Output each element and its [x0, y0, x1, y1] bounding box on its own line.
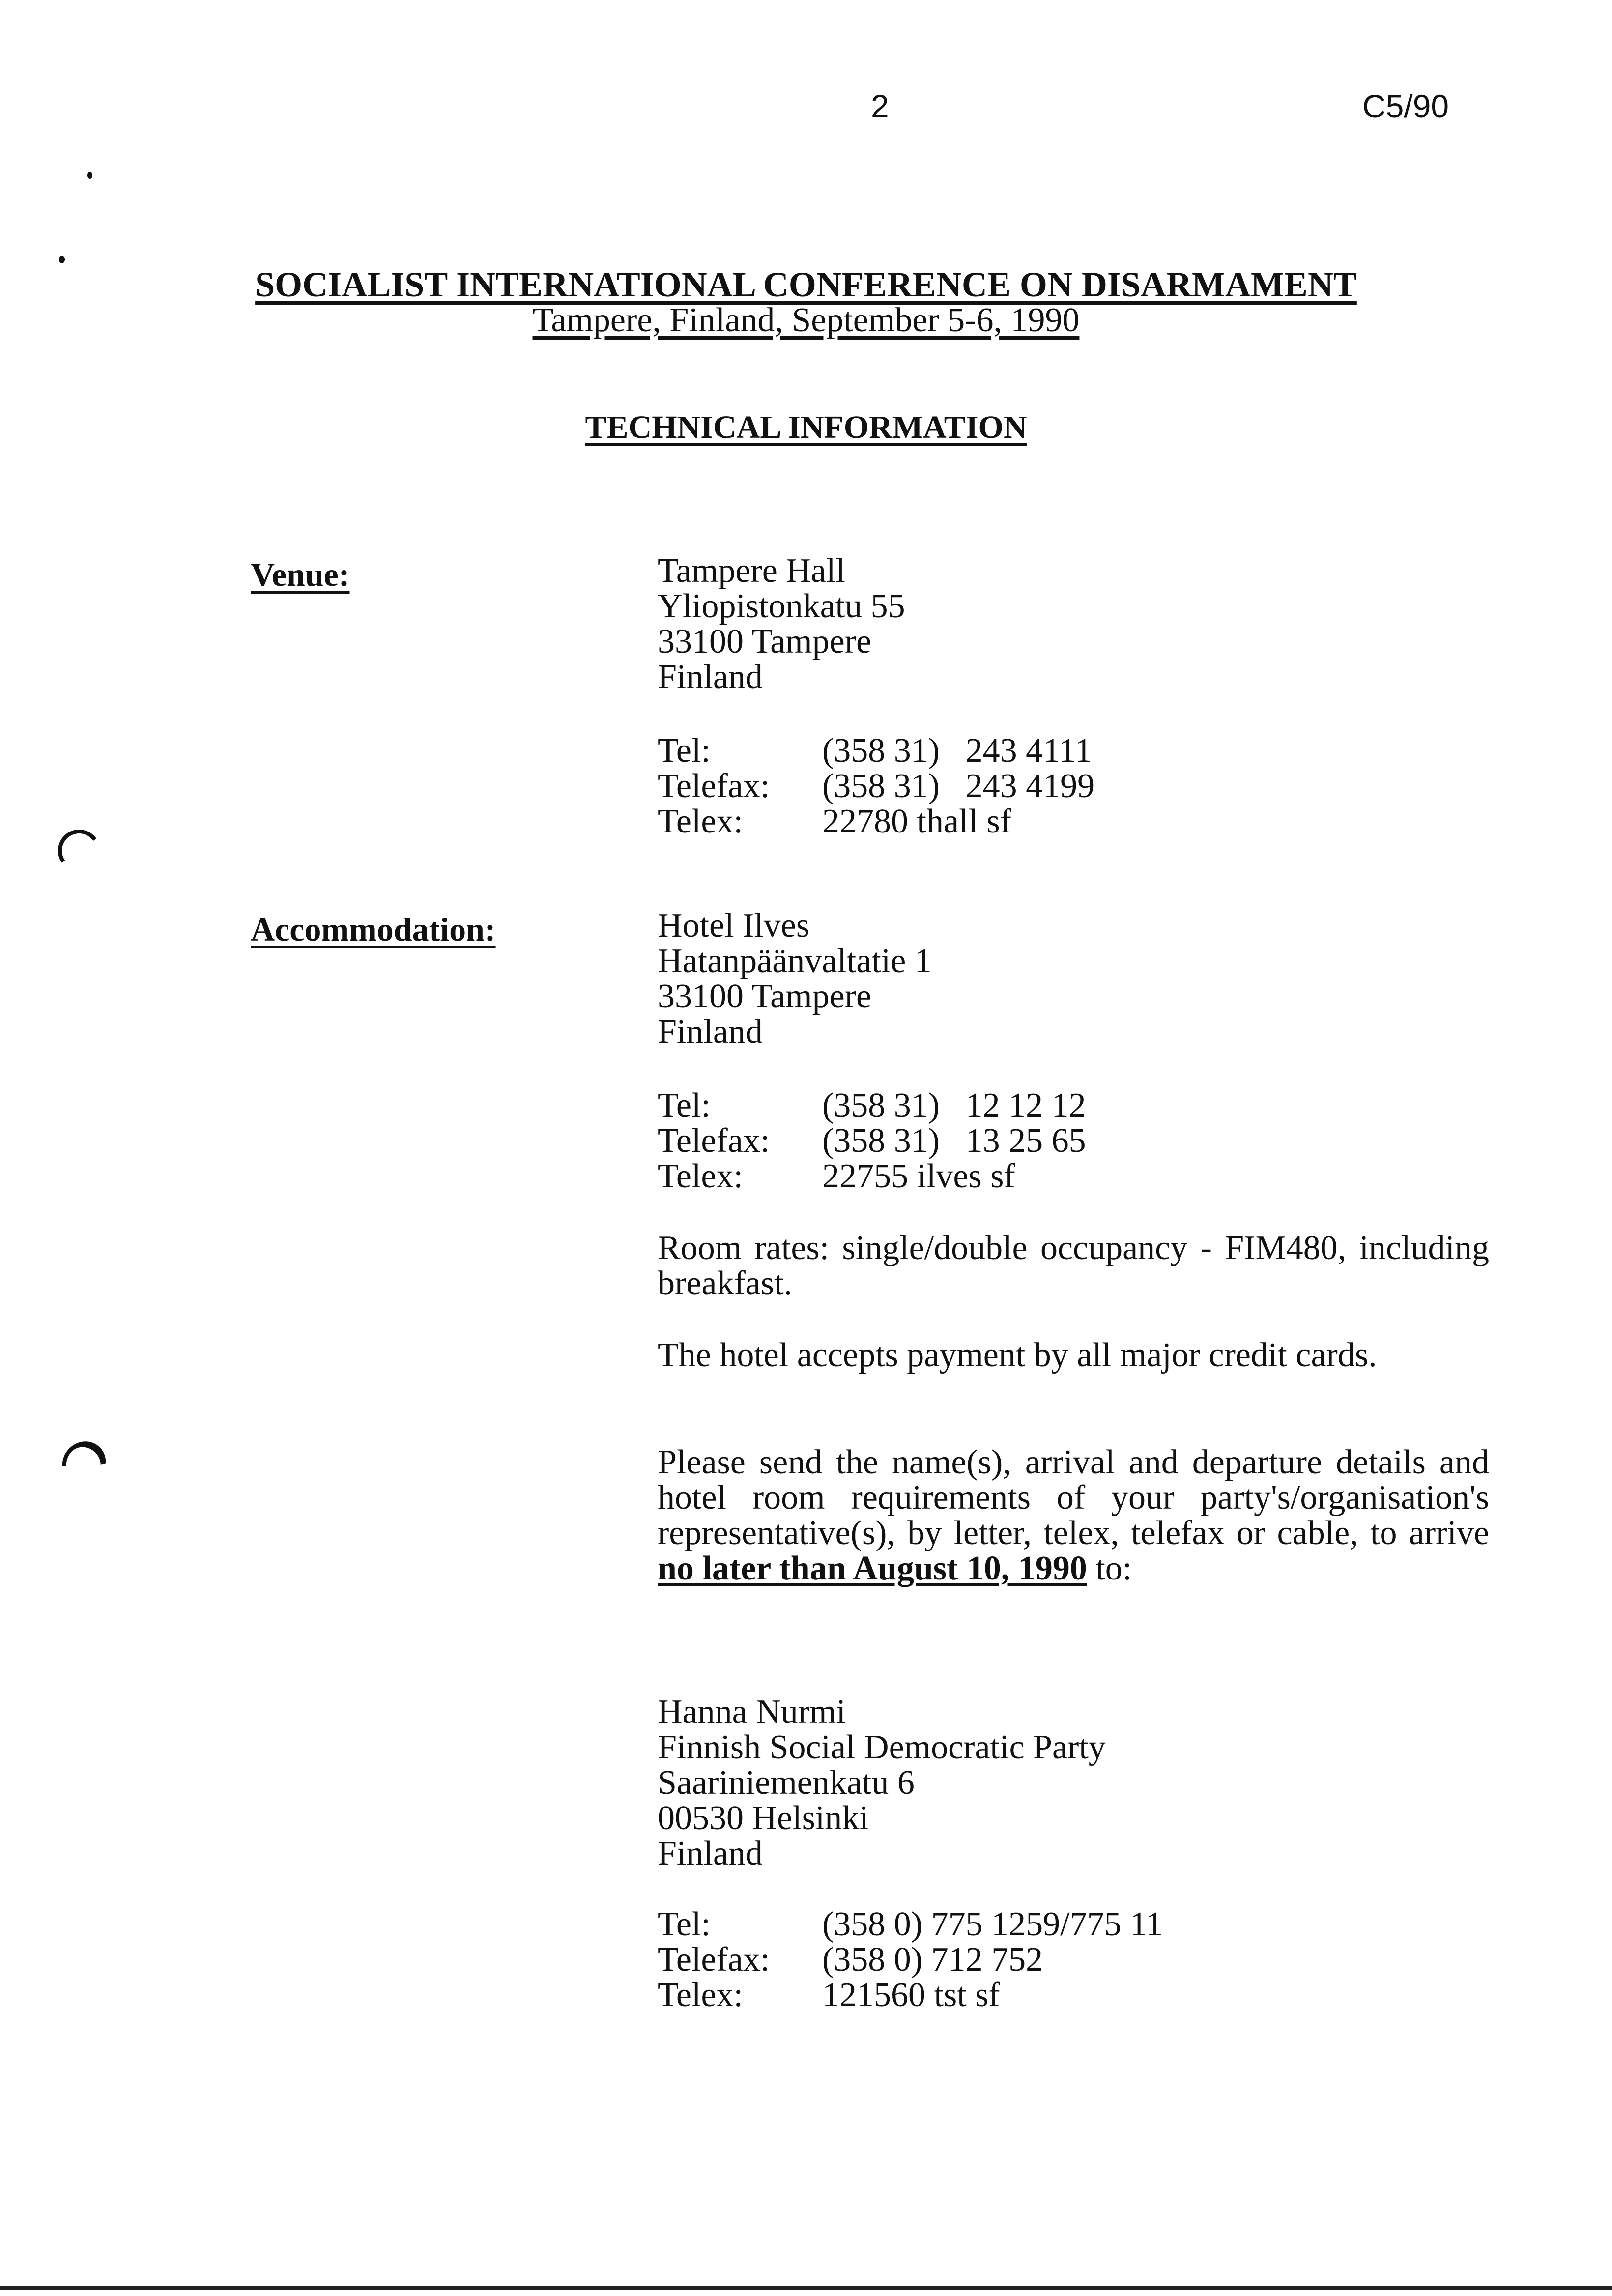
room-rates-paragraph: Room rates: single/double occupancy - FIM480, including breakfast. — [658, 1229, 1489, 1302]
address-line: Saariniemenkatu 6 — [658, 1764, 915, 1802]
binder-hole-mark — [53, 1433, 115, 1494]
contact-value: (358 31) 12 12 12 — [822, 1087, 1086, 1124]
page-number: 2 — [871, 88, 889, 124]
address-line: Hatanpäänvaltatie 1 — [658, 942, 932, 980]
contact-key: Telex: — [658, 1157, 743, 1195]
address-line: Hotel Ilves — [658, 907, 810, 945]
address-line: 33100 Tampere — [658, 623, 872, 660]
contact-key: Telex: — [658, 1976, 743, 2014]
address-line: Yliopistonkatu 55 — [658, 587, 905, 625]
scan-mark — [87, 172, 92, 179]
address-line: Finland — [658, 658, 763, 696]
contact-key: Tel: — [658, 732, 711, 770]
contact-value: (358 31) 243 4199 — [822, 767, 1095, 805]
contact-key: Telefax: — [658, 1941, 770, 1979]
venue-address — [658, 553, 905, 695]
contact-person-address — [658, 1694, 1106, 1871]
scan-mark — [59, 256, 65, 263]
address-line: Tampere Hall — [658, 552, 845, 590]
contact-key: Telefax: — [658, 767, 770, 805]
address-line: Finnish Social Democratic Party — [658, 1728, 1106, 1766]
contact-key: Telex: — [658, 803, 743, 840]
contact-value: 22780 thall sf — [822, 803, 1011, 840]
contact-value: (358 31) 13 25 65 — [822, 1122, 1086, 1160]
conference-location-date: Tampere, Finland, September 5-6, 1990 — [532, 301, 1080, 339]
request-end-text: to: — [1095, 1550, 1132, 1587]
conference-title: SOCIALIST INTERNATIONAL CONFERENCE ON DISARMAMENT — [255, 265, 1357, 304]
venue-label: Venue: — [251, 556, 350, 593]
address-line: Finland — [658, 1835, 763, 1872]
contact-value: 22755 ilves sf — [822, 1157, 1015, 1195]
contact-value: (358 0) 712 752 — [822, 1941, 1043, 1979]
request-text: Please send the name(s), arrival and departure details and hotel room requirements of your party's/organisation's representative(s), by letter, telex, telefax or cable, to arrive — [658, 1443, 1489, 1552]
contact-key: Telefax: — [658, 1122, 770, 1160]
deadline-text: no later than August 10, 1990 — [658, 1550, 1087, 1587]
contact-value: (358 31) 243 4111 — [822, 732, 1092, 770]
binder-hole-mark — [55, 826, 104, 875]
accommodation-label: Accommodation: — [251, 911, 496, 948]
contact-value: 121560 tst sf — [822, 1976, 1000, 2014]
request-paragraph — [658, 1445, 1489, 1586]
contact-key: Tel: — [658, 1087, 711, 1124]
address-line: 33100 Tampere — [658, 977, 872, 1015]
document-reference: C5/90 — [1362, 88, 1449, 124]
section-title: TECHNICAL INFORMATION — [585, 409, 1027, 445]
contact-key: Tel: — [658, 1905, 711, 1943]
address-line: 00530 Helsinki — [658, 1799, 869, 1837]
hotel-address — [658, 908, 932, 1050]
scan-edge-line — [0, 2286, 1612, 2290]
payment-paragraph: The hotel accepts payment by all major credit cards. — [658, 1336, 1377, 1374]
address-line: Hanna Nurmi — [658, 1693, 846, 1731]
address-line: Finland — [658, 1013, 763, 1051]
contact-value: (358 0) 775 1259/775 11 — [822, 1905, 1163, 1943]
